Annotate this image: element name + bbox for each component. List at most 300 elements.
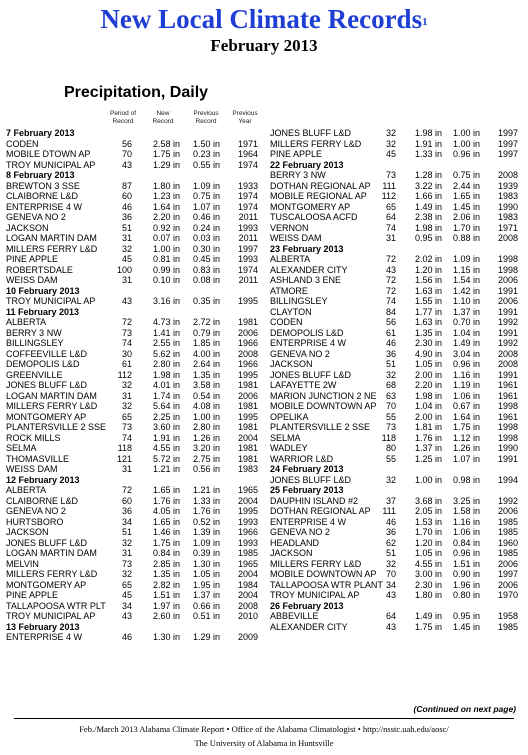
previous-year: 1995	[237, 506, 258, 516]
previous-record: 1.06 in	[452, 527, 480, 537]
previous-year: 1985	[497, 516, 518, 527]
new-record: 4.05 in	[152, 506, 180, 516]
previous-year: 1971	[237, 138, 258, 149]
previous-year: 2011	[238, 275, 258, 285]
station-name: MILLERS FERRY L&D	[270, 558, 362, 569]
previous-year: 1997	[497, 569, 518, 579]
station-name: BERRY 3 NW	[270, 170, 326, 180]
previous-record: 0.56 in	[192, 464, 220, 474]
records-column-right	[270, 128, 520, 632]
period-of-record: 31	[121, 233, 132, 243]
new-record: 2.02 in	[414, 254, 442, 264]
period-of-record: 60	[121, 495, 132, 506]
new-record: 1.25 in	[414, 453, 442, 464]
new-record: 1.30 in	[152, 632, 180, 642]
previous-year: 1971	[497, 222, 518, 233]
period-of-record: 51	[121, 527, 132, 537]
previous-year: 1997	[497, 128, 518, 138]
record-row	[6, 391, 262, 402]
station-name: MILLERS FERRY L&D	[6, 569, 98, 579]
previous-record: 1.39 in	[192, 527, 220, 537]
previous-record: 1.09 in	[192, 180, 220, 191]
station-name: WEISS DAM	[6, 275, 58, 285]
station-name: TROY MUNICIPAL AP	[6, 159, 96, 170]
continued-note: (Continued on next page)	[413, 704, 516, 714]
period-of-record: 74	[121, 432, 132, 443]
date-heading	[6, 286, 262, 297]
previous-record: 0.39 in	[192, 548, 220, 558]
previous-record: 1.21 in	[192, 485, 220, 495]
previous-year: 1992	[497, 338, 518, 348]
station-name: DOTHAN REGIONAL AP	[270, 180, 371, 191]
previous-year: 2006	[497, 275, 518, 285]
record-row	[270, 296, 520, 307]
new-record: 1.35 in	[414, 327, 442, 338]
previous-record: 2.80 in	[192, 422, 220, 432]
period-of-record: 31	[121, 390, 132, 401]
station-name: JACKSON	[270, 359, 313, 369]
new-record: 1.98 in	[152, 369, 180, 380]
station-name: GREENVILLE	[6, 369, 63, 380]
period-of-record: 60	[121, 191, 132, 201]
previous-year: 1933	[237, 180, 258, 191]
previous-year: 1961	[497, 390, 518, 401]
previous-year: 1995	[237, 296, 258, 306]
record-row	[270, 370, 520, 381]
previous-record: 1.15 in	[452, 264, 480, 275]
station-name: MILLERS FERRY L&D	[270, 138, 362, 149]
previous-year: 2008	[237, 348, 258, 359]
period-of-record: 36	[121, 506, 132, 516]
previous-record: 1.96 in	[452, 579, 480, 590]
previous-record: 0.54 in	[192, 390, 220, 401]
record-row	[270, 212, 520, 223]
new-record: 2.55 in	[152, 338, 180, 348]
footer-rule	[14, 718, 514, 719]
new-record: 3.22 in	[414, 180, 442, 191]
new-record: 2.20 in	[152, 212, 180, 222]
new-record: 2.60 in	[152, 611, 180, 621]
date-heading-label: 23 February 2013	[270, 243, 344, 254]
new-record: 2.25 in	[152, 411, 180, 422]
new-record: 1.76 in	[414, 432, 442, 443]
period-of-record: 43	[121, 611, 132, 621]
previous-record: 0.30 in	[192, 243, 220, 254]
new-record: 1.80 in	[152, 180, 180, 191]
period-of-record: 118	[117, 443, 132, 453]
previous-record: 1.12 in	[452, 432, 480, 443]
previous-record: 0.66 in	[192, 600, 220, 611]
new-record: 2.38 in	[414, 212, 442, 222]
record-row	[270, 496, 520, 507]
record-row	[270, 611, 520, 622]
record-row	[6, 527, 262, 538]
period-of-record: 32	[121, 569, 132, 579]
previous-year: 1985	[497, 548, 518, 558]
previous-year: 2006	[497, 506, 518, 516]
previous-record: 1.29 in	[192, 632, 220, 642]
previous-year: 1966	[237, 359, 258, 369]
record-row	[270, 254, 520, 265]
previous-year: 2011	[238, 212, 258, 222]
date-heading	[6, 170, 262, 181]
period-of-record: 73	[121, 558, 132, 569]
record-row	[6, 244, 262, 255]
new-record: 1.91 in	[414, 138, 442, 149]
station-name: MONTGOMERY AP	[270, 201, 351, 212]
previous-record: 1.64 in	[452, 411, 480, 422]
previous-record: 1.70 in	[452, 222, 480, 233]
record-row	[270, 191, 520, 202]
period-of-record: 34	[121, 516, 132, 527]
previous-year: 1981	[237, 401, 258, 411]
new-record: 5.64 in	[152, 401, 180, 411]
previous-record: 1.85 in	[192, 338, 220, 348]
previous-record: 1.07 in	[192, 201, 220, 212]
date-heading	[270, 601, 520, 612]
record-row	[270, 328, 520, 339]
previous-record: 0.08 in	[192, 275, 220, 285]
period-of-record: 73	[385, 170, 396, 180]
period-of-record: 46	[385, 338, 396, 348]
previous-record: 0.96 in	[452, 359, 480, 369]
station-name: GENEVA NO 2	[6, 212, 66, 222]
previous-year: 1991	[497, 369, 518, 380]
period-of-record: 65	[121, 579, 132, 590]
record-row	[6, 485, 262, 496]
previous-year: 1998	[497, 401, 518, 411]
new-record: 4.55 in	[152, 443, 180, 453]
previous-year: 1997	[497, 149, 518, 159]
period-of-record: 45	[121, 254, 132, 264]
new-record: 1.33 in	[414, 149, 442, 159]
record-row	[6, 370, 262, 381]
previous-record: 1.26 in	[452, 443, 480, 453]
previous-record: 4.00 in	[192, 348, 220, 359]
date-heading	[6, 622, 262, 633]
new-record: 1.05 in	[414, 359, 442, 369]
record-row	[270, 128, 520, 139]
new-record: 1.46 in	[152, 527, 180, 537]
record-row	[6, 464, 262, 475]
station-name: PINE APPLE	[270, 149, 323, 159]
previous-year: 2004	[237, 432, 258, 443]
station-name: PLANTERSVILLE 2 SSE	[270, 422, 371, 432]
record-row	[270, 202, 520, 213]
station-name: MOBILE DOWNTOWN AP	[270, 569, 377, 579]
date-heading	[6, 475, 262, 486]
new-record: 0.92 in	[152, 222, 180, 233]
date-heading-label: 7 February 2013	[6, 128, 75, 138]
previous-year: 1984	[237, 579, 258, 590]
new-record: 1.77 in	[414, 306, 442, 317]
record-row	[6, 412, 262, 423]
previous-year: 1992	[497, 495, 518, 506]
previous-record: 0.46 in	[192, 212, 220, 222]
date-heading-label: 13 February 2013	[6, 621, 80, 632]
previous-record: 1.65 in	[452, 191, 480, 201]
date-heading	[6, 128, 262, 139]
new-record: 1.98 in	[414, 128, 442, 138]
previous-year: 1981	[237, 453, 258, 464]
previous-year: 1993	[237, 222, 258, 233]
station-name: TALLAPOOSA WTR PLANT	[270, 579, 383, 590]
new-record: 4.90 in	[414, 348, 442, 359]
date-heading-label: 10 February 2013	[6, 285, 80, 296]
record-row	[270, 233, 520, 244]
period-of-record: 32	[385, 474, 396, 485]
date-heading-label: 26 February 2013	[270, 600, 344, 611]
station-name: HURTSBORO	[6, 516, 64, 527]
new-record: 1.98 in	[414, 222, 442, 233]
record-row	[6, 433, 262, 444]
period-of-record: 100	[116, 264, 132, 275]
new-record: 1.63 in	[414, 285, 442, 296]
new-record: 2.00 in	[414, 369, 442, 380]
footer-institution: The University of Alabama in Huntsville	[194, 738, 334, 748]
period-of-record: 80	[385, 443, 396, 453]
station-name: THOMASVILLE	[6, 453, 70, 464]
previous-record: 3.25 in	[452, 495, 480, 506]
period-of-record: 31	[121, 548, 132, 558]
previous-record: 0.83 in	[192, 264, 220, 275]
station-name: JONES BLUFF L&D	[270, 128, 352, 138]
record-row	[270, 475, 520, 486]
record-row	[6, 611, 262, 622]
previous-year: 1995	[237, 411, 258, 422]
previous-record: 2.44 in	[452, 180, 480, 191]
period-of-record: 31	[121, 464, 132, 474]
record-row	[6, 443, 262, 454]
previous-record: 1.05 in	[192, 569, 220, 579]
previous-record: 0.45 in	[192, 254, 220, 264]
previous-record: 0.80 in	[452, 590, 480, 600]
period-of-record: 72	[121, 317, 132, 327]
period-of-record: 70	[385, 569, 396, 579]
record-row	[6, 265, 262, 276]
record-row	[270, 527, 520, 538]
record-row	[6, 275, 262, 286]
station-name: MONTGOMERY AP	[6, 579, 87, 590]
previous-year: 2006	[497, 296, 518, 306]
period-of-record: 72	[385, 285, 396, 296]
station-name: CODEN	[6, 138, 39, 149]
record-row	[6, 580, 262, 591]
previous-record: 0.03 in	[192, 233, 220, 243]
station-name: VERNON	[270, 222, 309, 233]
period-of-record: 73	[385, 422, 396, 432]
period-of-record: 65	[121, 411, 132, 422]
date-heading-label: 8 February 2013	[6, 170, 75, 180]
previous-year: 1939	[497, 180, 518, 191]
record-row	[270, 275, 520, 286]
record-row	[270, 265, 520, 276]
record-row	[6, 212, 262, 223]
new-record: 4.73 in	[152, 317, 180, 327]
date-heading-label: 11 February 2013	[6, 306, 80, 317]
record-row	[270, 517, 520, 528]
previous-record: 1.33 in	[192, 495, 220, 506]
new-record: 0.84 in	[152, 548, 180, 558]
period-of-record: 32	[121, 380, 132, 390]
period-of-record: 65	[385, 201, 396, 212]
previous-year: 1965	[237, 558, 258, 569]
previous-year: 1983	[237, 464, 258, 474]
new-record: 1.04 in	[414, 401, 442, 411]
record-row	[270, 559, 520, 570]
record-row	[270, 170, 520, 181]
station-name: ENTERPRISE 4 W	[270, 338, 347, 348]
new-record: 2.30 in	[414, 579, 442, 590]
previous-record: 4.08 in	[192, 401, 220, 411]
record-row	[270, 380, 520, 391]
record-row	[6, 506, 262, 517]
previous-year: 1961	[497, 380, 518, 390]
new-record: 4.01 in	[152, 380, 180, 390]
period-of-record: 74	[385, 222, 396, 233]
previous-year: 2008	[497, 170, 518, 180]
previous-record: 0.95 in	[452, 611, 480, 621]
previous-year: 1998	[497, 254, 518, 264]
previous-year: 1966	[237, 527, 258, 537]
station-name: JONES BLUFF L&D	[6, 537, 88, 548]
period-of-record: 46	[121, 632, 132, 642]
period-of-record: 118	[381, 432, 396, 443]
station-name: ALBERTA	[270, 254, 311, 264]
station-name: MOBILE REGIONAL AP	[270, 191, 367, 201]
previous-record: 0.70 in	[452, 317, 480, 327]
previous-year: 2006	[237, 327, 258, 338]
previous-year: 1985	[237, 548, 258, 558]
previous-record: 0.52 in	[192, 516, 220, 527]
period-of-record: 72	[385, 275, 396, 285]
new-record: 3.00 in	[414, 569, 442, 579]
period-of-record: 111	[382, 506, 396, 516]
previous-year: 1994	[497, 474, 518, 485]
new-record: 1.75 in	[152, 537, 180, 548]
period-of-record: 43	[385, 621, 396, 632]
previous-year: 2006	[497, 579, 518, 590]
period-of-record: 31	[121, 275, 132, 285]
record-row	[270, 317, 520, 328]
previous-year: 2006	[497, 558, 518, 569]
record-row	[270, 359, 520, 370]
station-name: WADLEY	[270, 443, 308, 453]
new-record: 3.16 in	[152, 296, 180, 306]
station-name: ENTERPRISE 4 W	[270, 516, 347, 527]
previous-year: 1991	[497, 327, 518, 338]
previous-year: 1960	[497, 537, 518, 548]
record-row	[6, 454, 262, 465]
station-name: ENTERPRISE 4 W	[6, 201, 83, 212]
previous-record: 0.23 in	[192, 149, 220, 159]
date-heading-label: 24 February 2013	[270, 464, 344, 474]
period-of-record: 73	[121, 327, 132, 338]
station-name: ROBERTSDALE	[6, 264, 73, 275]
station-name: PINE APPLE	[6, 590, 59, 600]
previous-record: 1.06 in	[452, 390, 480, 401]
previous-record: 1.04 in	[452, 327, 480, 338]
previous-record: 1.30 in	[192, 558, 220, 569]
station-name: LOGAN MARTIN DAM	[6, 390, 97, 401]
previous-record: 1.26 in	[192, 432, 220, 443]
station-name: CLAIBORNE L&D	[6, 191, 79, 201]
record-row	[6, 191, 262, 202]
period-of-record: 51	[385, 548, 396, 558]
date-heading-label: 12 February 2013	[6, 474, 80, 485]
record-row	[6, 517, 262, 528]
record-row	[270, 443, 520, 454]
period-of-record: 87	[121, 180, 132, 191]
record-row	[6, 422, 262, 433]
new-record: 1.65 in	[152, 485, 180, 495]
previous-year: 1992	[497, 317, 518, 327]
previous-record: 0.88 in	[452, 233, 480, 243]
previous-year: 1995	[237, 369, 258, 380]
previous-year: 2011	[238, 233, 258, 243]
new-record: 2.58 in	[152, 138, 180, 149]
record-row	[270, 580, 520, 591]
previous-record: 1.10 in	[452, 296, 480, 306]
new-record: 3.68 in	[414, 495, 442, 506]
previous-record: 0.90 in	[452, 569, 480, 579]
period-of-record: 64	[385, 212, 396, 222]
new-record: 4.55 in	[414, 558, 442, 569]
station-name: GENEVA NO 2	[270, 348, 330, 359]
record-row	[6, 601, 262, 612]
previous-record: 2.75 in	[192, 453, 220, 464]
date-heading-label: 22 February 2013	[270, 159, 344, 170]
record-row	[6, 380, 262, 391]
station-name: CODEN	[270, 317, 303, 327]
period-of-record: 61	[121, 359, 132, 369]
previous-year: 2008	[497, 348, 518, 359]
previous-year: 1970	[497, 590, 518, 600]
record-row	[270, 433, 520, 444]
period-of-record: 32	[121, 243, 132, 254]
previous-record: 0.96 in	[452, 548, 480, 558]
period-of-record: 84	[385, 306, 396, 317]
previous-record: 1.16 in	[452, 516, 480, 527]
page-title: New Local Climate Records$^1$	[100, 4, 428, 34]
new-record: 1.37 in	[414, 443, 442, 453]
station-name: DEMOPOLIS L&D	[6, 359, 80, 369]
period-of-record: 37	[385, 495, 396, 506]
previous-record: 3.20 in	[192, 443, 220, 453]
period-of-record: 30	[121, 348, 132, 359]
new-record: 1.65 in	[152, 516, 180, 527]
station-name: MILLERS FERRY L&D	[6, 243, 98, 254]
new-record: 1.56 in	[414, 275, 442, 285]
previous-year: 1981	[237, 317, 258, 327]
new-record: 1.53 in	[414, 516, 442, 527]
new-record: 1.29 in	[152, 159, 180, 170]
new-record: 1.20 in	[414, 537, 442, 548]
previous-record: 3.04 in	[452, 348, 480, 359]
new-record: 1.00 in	[152, 243, 180, 254]
previous-year: 1981	[237, 443, 258, 453]
station-name: SELMA	[6, 443, 37, 453]
previous-record: 1.42 in	[452, 285, 480, 296]
record-row	[270, 590, 520, 601]
new-record: 1.00 in	[414, 474, 442, 485]
footnote-mark: 1	[422, 16, 428, 28]
period-of-record: 64	[385, 611, 396, 621]
period-of-record: 32	[385, 138, 396, 149]
previous-record: 1.58 in	[452, 506, 480, 516]
new-record: 2.00 in	[414, 411, 442, 422]
station-name: OPELIKA	[270, 411, 309, 422]
